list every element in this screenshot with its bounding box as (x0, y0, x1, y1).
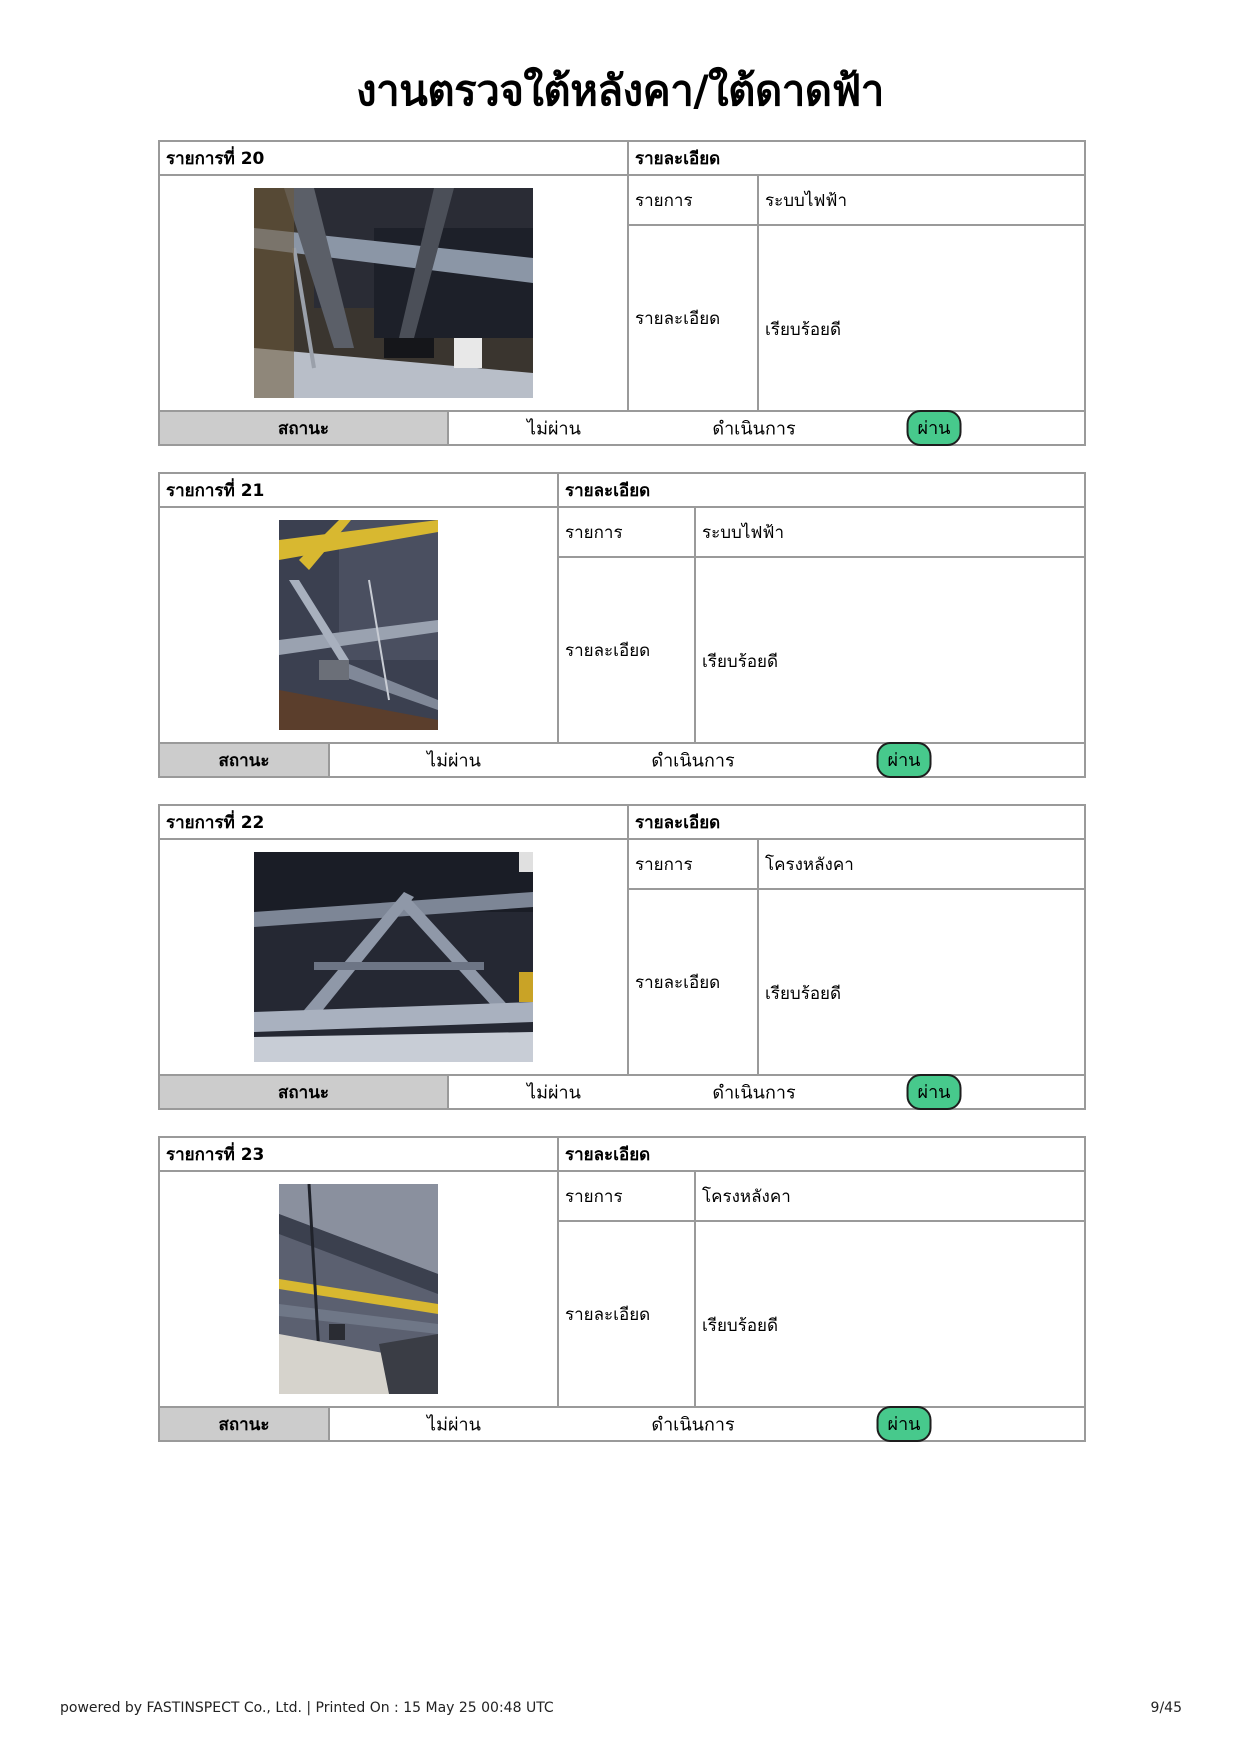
status-options (330, 1408, 1084, 1440)
status-option-fail[interactable]: ไม่ผ่าน (427, 1414, 481, 1436)
status-row (160, 410, 1084, 444)
status-label: สถานะ (160, 744, 330, 776)
item-label: รายการ (629, 176, 759, 226)
status-option-fail[interactable]: ไม่ผ่าน (427, 750, 481, 772)
page-number: 9/45 (1150, 1700, 1182, 1716)
inspection-card (158, 1136, 1086, 1442)
detail-value: เรียบร้อยดี (765, 319, 842, 340)
detail-value: เรียบร้อยดี (765, 983, 842, 1004)
detail-label: รายละเอียด (629, 890, 759, 1074)
status-option-in-progress[interactable]: ดำเนินการ (651, 1414, 735, 1436)
item-label: รายการ (559, 1172, 696, 1222)
detail-label: รายละเอียด (559, 558, 696, 742)
photo-cell (160, 176, 629, 410)
photo-cell (160, 1172, 559, 1406)
item-value: โครงหลังคา (759, 840, 1084, 890)
status-label: สถานะ (160, 412, 449, 444)
item-label: รายการ (559, 508, 696, 558)
item-value: ระบบไฟฟ้า (759, 176, 1084, 226)
inspection-card (158, 472, 1086, 778)
status-option-pass-selected[interactable]: ผ่าน (907, 410, 962, 446)
status-option-in-progress[interactable]: ดำเนินการ (712, 1082, 796, 1104)
card-header-detail: รายละเอียด (559, 1138, 1084, 1172)
inspection-photo[interactable] (254, 188, 533, 398)
item-value: โครงหลังคา (696, 1172, 1084, 1222)
photo-cell (160, 508, 559, 742)
status-option-in-progress[interactable]: ดำเนินการ (712, 418, 796, 440)
status-row (160, 742, 1084, 776)
status-row (160, 1406, 1084, 1440)
card-header-detail: รายละเอียด (629, 806, 1084, 840)
card-header-item-number: รายการที่ 23 (160, 1138, 559, 1172)
status-options (449, 412, 1084, 444)
status-row (160, 1074, 1084, 1108)
photo-cell (160, 840, 629, 1074)
item-label: รายการ (629, 840, 759, 890)
footer-credit: powered by FASTINSPECT Co., Ltd. | Printed On : 15 May 25 00:48 UTC (60, 1700, 554, 1716)
status-option-fail[interactable]: ไม่ผ่าน (527, 1082, 581, 1104)
card-header-detail: รายละเอียด (559, 474, 1084, 508)
item-value: ระบบไฟฟ้า (696, 508, 1084, 558)
page-title: งานตรวจใต้หลังคา/ใต้ดาดฟ้า (356, 66, 884, 115)
status-label: สถานะ (160, 1408, 330, 1440)
inspection-card (158, 140, 1086, 446)
status-option-pass-selected[interactable]: ผ่าน (907, 1074, 962, 1110)
status-option-in-progress[interactable]: ดำเนินการ (651, 750, 735, 772)
status-options (330, 744, 1084, 776)
detail-label: รายละเอียด (559, 1222, 696, 1406)
status-option-pass-selected[interactable]: ผ่าน (877, 1406, 932, 1442)
status-option-fail[interactable]: ไม่ผ่าน (527, 418, 581, 440)
inspection-photo[interactable] (279, 520, 438, 730)
status-option-pass-selected[interactable]: ผ่าน (877, 742, 932, 778)
inspection-photo[interactable] (279, 1184, 438, 1394)
card-header-item-number: รายการที่ 21 (160, 474, 559, 508)
card-header-detail: รายละเอียด (629, 142, 1084, 176)
status-label: สถานะ (160, 1076, 449, 1108)
card-header-item-number: รายการที่ 20 (160, 142, 629, 176)
status-options (449, 1076, 1084, 1108)
card-header-item-number: รายการที่ 22 (160, 806, 629, 840)
inspection-photo[interactable] (254, 852, 533, 1062)
detail-value: เรียบร้อยดี (702, 651, 779, 672)
detail-value: เรียบร้อยดี (702, 1315, 779, 1336)
inspection-card (158, 804, 1086, 1110)
detail-label: รายละเอียด (629, 226, 759, 410)
